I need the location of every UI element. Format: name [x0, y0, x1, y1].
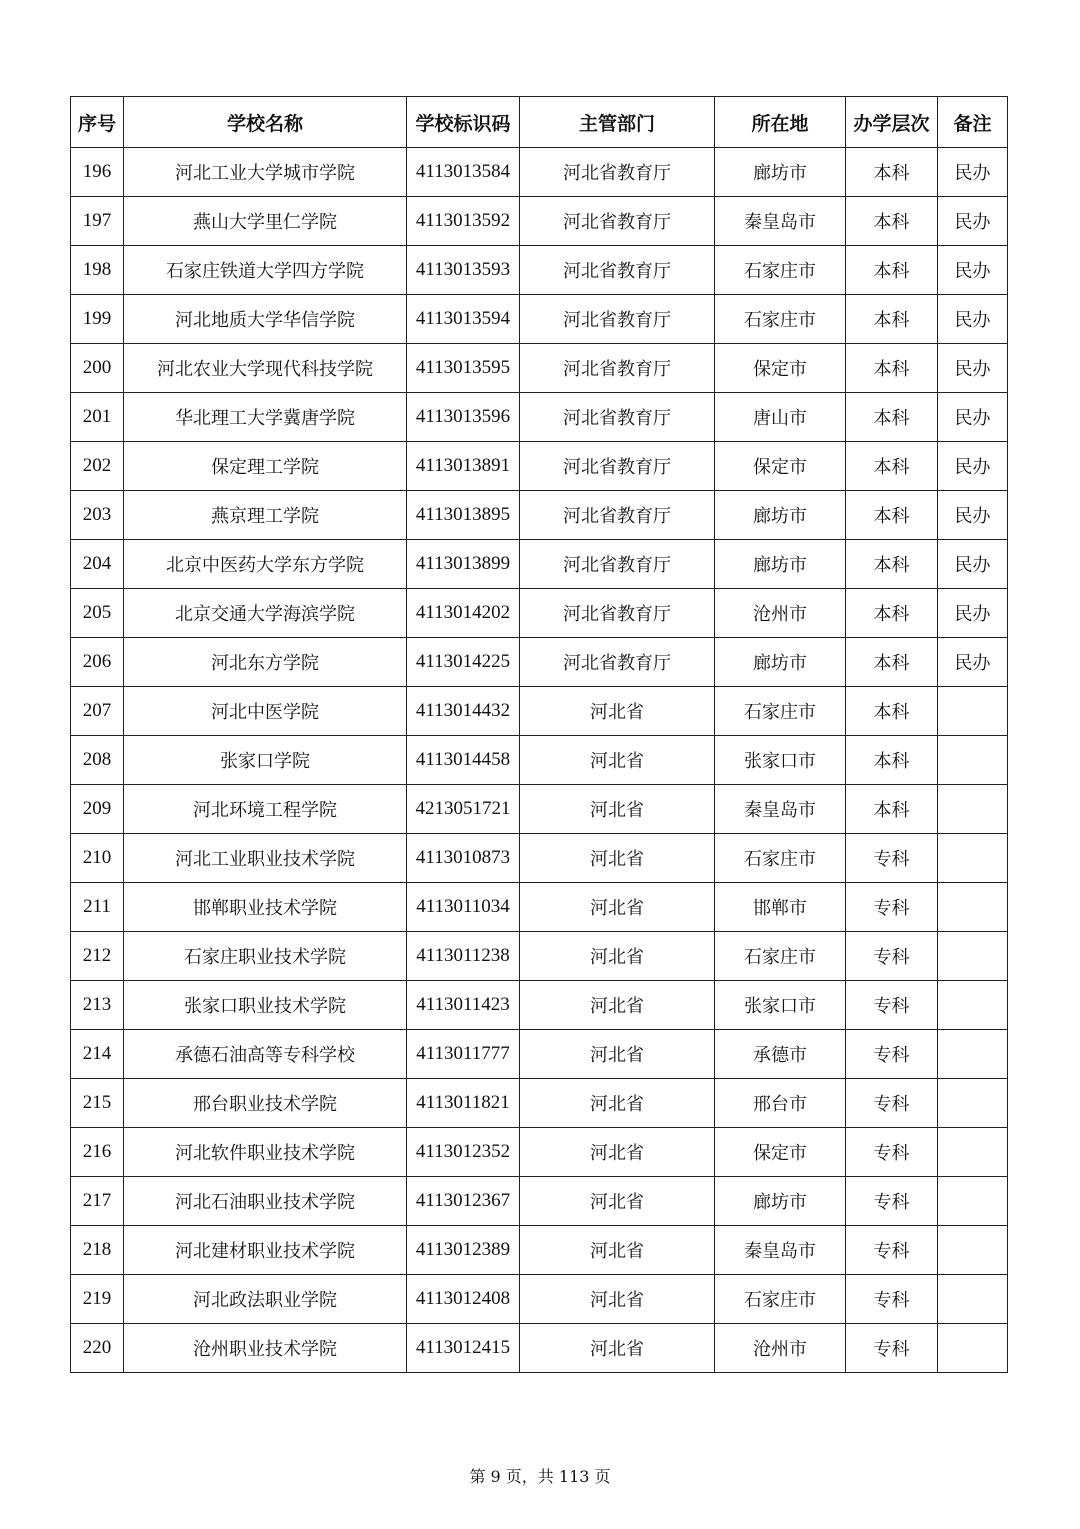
- cell-remark: 民办: [938, 148, 1008, 197]
- cell-school-name: 燕京理工学院: [124, 491, 407, 540]
- cell-authority: 河北省: [520, 1275, 715, 1324]
- cell-remark: 民办: [938, 491, 1008, 540]
- cell-index: 213: [71, 981, 124, 1030]
- cell-level: 本科: [846, 344, 938, 393]
- table-row: [71, 344, 1008, 393]
- cell-remark: 民办: [938, 540, 1008, 589]
- cell-school-name: 河北工业大学城市学院: [124, 148, 407, 197]
- cell-school-name: 张家口学院: [124, 736, 407, 785]
- cell-remark: [938, 1177, 1008, 1226]
- cell-authority: 河北省: [520, 736, 715, 785]
- table-row: [71, 1079, 1008, 1128]
- cell-school-code: 4113011034: [407, 883, 520, 932]
- cell-school-code: 4113013899: [407, 540, 520, 589]
- cell-location: 邯郸市: [715, 883, 846, 932]
- cell-index: 217: [71, 1177, 124, 1226]
- cell-location: 石家庄市: [715, 834, 846, 883]
- cell-location: 石家庄市: [715, 246, 846, 295]
- cell-level: 本科: [846, 442, 938, 491]
- table-row: [71, 687, 1008, 736]
- table-row: [71, 295, 1008, 344]
- cell-level: 本科: [846, 197, 938, 246]
- cell-authority: 河北省: [520, 1177, 715, 1226]
- cell-school-code: 4113010873: [407, 834, 520, 883]
- cell-remark: [938, 1324, 1008, 1373]
- cell-index: 197: [71, 197, 124, 246]
- cell-remark: 民办: [938, 393, 1008, 442]
- table-row: [71, 1226, 1008, 1275]
- cell-level: 本科: [846, 736, 938, 785]
- cell-location: 石家庄市: [715, 687, 846, 736]
- table-row: [71, 785, 1008, 834]
- cell-school-code: 4113012367: [407, 1177, 520, 1226]
- cell-location: 沧州市: [715, 1324, 846, 1373]
- page-footer: 第 9 页，共 113 页: [469, 1467, 611, 1486]
- cell-index: 207: [71, 687, 124, 736]
- cell-authority: 河北省: [520, 932, 715, 981]
- cell-level: 本科: [846, 687, 938, 736]
- table-header-row: [71, 97, 1008, 148]
- cell-index: 212: [71, 932, 124, 981]
- cell-authority: 河北省教育厅: [520, 540, 715, 589]
- cell-location: 廊坊市: [715, 540, 846, 589]
- cell-school-name: 河北农业大学现代科技学院: [124, 344, 407, 393]
- cell-school-name: 河北环境工程学院: [124, 785, 407, 834]
- cell-level: 本科: [846, 295, 938, 344]
- cell-school-code: 4113011777: [407, 1030, 520, 1079]
- cell-index: 204: [71, 540, 124, 589]
- cell-authority: 河北省教育厅: [520, 246, 715, 295]
- header-remark: 备注: [938, 97, 1008, 148]
- cell-remark: 民办: [938, 295, 1008, 344]
- cell-level: 专科: [846, 1275, 938, 1324]
- table-row: [71, 736, 1008, 785]
- cell-index: 200: [71, 344, 124, 393]
- cell-level: 本科: [846, 491, 938, 540]
- cell-school-name: 邢台职业技术学院: [124, 1079, 407, 1128]
- cell-index: 209: [71, 785, 124, 834]
- cell-school-code: 4113012408: [407, 1275, 520, 1324]
- cell-school-name: 石家庄铁道大学四方学院: [124, 246, 407, 295]
- table-row: [71, 589, 1008, 638]
- cell-index: 208: [71, 736, 124, 785]
- cell-level: 本科: [846, 540, 938, 589]
- cell-level: 专科: [846, 1226, 938, 1275]
- cell-index: 201: [71, 393, 124, 442]
- cell-remark: 民办: [938, 442, 1008, 491]
- cell-authority: 河北省: [520, 785, 715, 834]
- table-row: [71, 540, 1008, 589]
- cell-location: 承德市: [715, 1030, 846, 1079]
- cell-remark: [938, 1030, 1008, 1079]
- cell-school-name: 河北石油职业技术学院: [124, 1177, 407, 1226]
- cell-location: 廊坊市: [715, 491, 846, 540]
- cell-school-name: 燕山大学里仁学院: [124, 197, 407, 246]
- cell-remark: [938, 736, 1008, 785]
- table-row: [71, 491, 1008, 540]
- cell-remark: [938, 834, 1008, 883]
- cell-location: 张家口市: [715, 981, 846, 1030]
- cell-location: 石家庄市: [715, 1275, 846, 1324]
- cell-location: 张家口市: [715, 736, 846, 785]
- header-school-code: 学校标识码: [407, 97, 520, 148]
- cell-authority: 河北省: [520, 981, 715, 1030]
- table-row: [71, 981, 1008, 1030]
- table-row: [71, 932, 1008, 981]
- cell-authority: 河北省: [520, 1324, 715, 1373]
- cell-remark: 民办: [938, 197, 1008, 246]
- cell-authority: 河北省: [520, 1226, 715, 1275]
- table-row: [71, 393, 1008, 442]
- cell-remark: 民办: [938, 246, 1008, 295]
- cell-school-code: 4113013895: [407, 491, 520, 540]
- cell-authority: 河北省教育厅: [520, 442, 715, 491]
- cell-level: 专科: [846, 1324, 938, 1373]
- cell-level: 本科: [846, 785, 938, 834]
- cell-index: 211: [71, 883, 124, 932]
- header-location: 所在地: [715, 97, 846, 148]
- cell-index: 203: [71, 491, 124, 540]
- cell-location: 秦皇岛市: [715, 197, 846, 246]
- cell-level: 专科: [846, 1030, 938, 1079]
- cell-authority: 河北省教育厅: [520, 148, 715, 197]
- cell-level: 专科: [846, 1128, 938, 1177]
- cell-level: 专科: [846, 932, 938, 981]
- cell-school-name: 沧州职业技术学院: [124, 1324, 407, 1373]
- cell-school-name: 张家口职业技术学院: [124, 981, 407, 1030]
- cell-index: 206: [71, 638, 124, 687]
- cell-school-code: 4113013596: [407, 393, 520, 442]
- cell-authority: 河北省: [520, 883, 715, 932]
- cell-school-code: 4113011238: [407, 932, 520, 981]
- table-row: [71, 1128, 1008, 1177]
- cell-remark: 民办: [938, 638, 1008, 687]
- cell-level: 本科: [846, 638, 938, 687]
- cell-remark: [938, 932, 1008, 981]
- cell-authority: 河北省教育厅: [520, 295, 715, 344]
- header-index: 序号: [71, 97, 124, 148]
- cell-index: 199: [71, 295, 124, 344]
- cell-location: 保定市: [715, 1128, 846, 1177]
- cell-school-code: 4113013584: [407, 148, 520, 197]
- cell-location: 廊坊市: [715, 638, 846, 687]
- cell-school-name: 河北地质大学华信学院: [124, 295, 407, 344]
- cell-location: 唐山市: [715, 393, 846, 442]
- cell-school-code: 4113013891: [407, 442, 520, 491]
- cell-school-code: 4113014458: [407, 736, 520, 785]
- table-row: [71, 1030, 1008, 1079]
- table-row: [71, 1275, 1008, 1324]
- cell-index: 214: [71, 1030, 124, 1079]
- table-row: [71, 834, 1008, 883]
- cell-authority: 河北省教育厅: [520, 344, 715, 393]
- cell-remark: [938, 687, 1008, 736]
- cell-school-code: 4113012415: [407, 1324, 520, 1373]
- cell-school-name: 石家庄职业技术学院: [124, 932, 407, 981]
- cell-authority: 河北省: [520, 1079, 715, 1128]
- cell-school-code: 4113014202: [407, 589, 520, 638]
- header-school-name: 学校名称: [124, 97, 407, 148]
- cell-school-code: 4113014225: [407, 638, 520, 687]
- cell-location: 石家庄市: [715, 932, 846, 981]
- table-row: [71, 246, 1008, 295]
- cell-level: 专科: [846, 883, 938, 932]
- cell-school-name: 河北工业职业技术学院: [124, 834, 407, 883]
- cell-school-name: 河北东方学院: [124, 638, 407, 687]
- cell-school-code: 4113013592: [407, 197, 520, 246]
- cell-index: 218: [71, 1226, 124, 1275]
- cell-remark: [938, 1079, 1008, 1128]
- cell-location: 石家庄市: [715, 295, 846, 344]
- cell-level: 专科: [846, 981, 938, 1030]
- cell-school-name: 北京中医药大学东方学院: [124, 540, 407, 589]
- cell-location: 廊坊市: [715, 1177, 846, 1226]
- cell-location: 廊坊市: [715, 148, 846, 197]
- cell-school-name: 华北理工大学冀唐学院: [124, 393, 407, 442]
- cell-authority: 河北省: [520, 834, 715, 883]
- cell-remark: 民办: [938, 344, 1008, 393]
- cell-school-code: 4113011423: [407, 981, 520, 1030]
- cell-level: 本科: [846, 589, 938, 638]
- cell-location: 邢台市: [715, 1079, 846, 1128]
- cell-index: 216: [71, 1128, 124, 1177]
- cell-authority: 河北省教育厅: [520, 393, 715, 442]
- cell-level: 专科: [846, 834, 938, 883]
- cell-index: 198: [71, 246, 124, 295]
- schools-table: [70, 96, 1008, 1373]
- table-row: [71, 638, 1008, 687]
- cell-school-code: 4113011821: [407, 1079, 520, 1128]
- cell-authority: 河北省教育厅: [520, 638, 715, 687]
- cell-location: 秦皇岛市: [715, 785, 846, 834]
- cell-index: 210: [71, 834, 124, 883]
- cell-school-name: 河北软件职业技术学院: [124, 1128, 407, 1177]
- header-authority: 主管部门: [520, 97, 715, 148]
- cell-authority: 河北省教育厅: [520, 491, 715, 540]
- cell-school-code: 4113012389: [407, 1226, 520, 1275]
- cell-authority: 河北省教育厅: [520, 589, 715, 638]
- cell-school-code: 4113013593: [407, 246, 520, 295]
- cell-school-name: 北京交通大学海滨学院: [124, 589, 407, 638]
- cell-index: 215: [71, 1079, 124, 1128]
- cell-location: 保定市: [715, 442, 846, 491]
- cell-authority: 河北省教育厅: [520, 197, 715, 246]
- cell-authority: 河北省: [520, 1128, 715, 1177]
- cell-level: 本科: [846, 246, 938, 295]
- cell-index: 196: [71, 148, 124, 197]
- cell-school-name: 河北政法职业学院: [124, 1275, 407, 1324]
- cell-index: 205: [71, 589, 124, 638]
- cell-remark: 民办: [938, 589, 1008, 638]
- cell-school-code: 4113013594: [407, 295, 520, 344]
- cell-authority: 河北省: [520, 1030, 715, 1079]
- cell-level: 专科: [846, 1177, 938, 1226]
- cell-remark: [938, 1226, 1008, 1275]
- table-row: [71, 197, 1008, 246]
- table-row: [71, 148, 1008, 197]
- cell-remark: [938, 1128, 1008, 1177]
- cell-remark: [938, 1275, 1008, 1324]
- cell-school-code: 4113013595: [407, 344, 520, 393]
- cell-authority: 河北省: [520, 687, 715, 736]
- cell-school-name: 保定理工学院: [124, 442, 407, 491]
- cell-level: 专科: [846, 1079, 938, 1128]
- table-row: [71, 442, 1008, 491]
- table-body: [71, 148, 1008, 1373]
- cell-index: 202: [71, 442, 124, 491]
- table-row: [71, 1324, 1008, 1373]
- cell-index: 219: [71, 1275, 124, 1324]
- cell-school-code: 4113012352: [407, 1128, 520, 1177]
- cell-school-name: 河北中医学院: [124, 687, 407, 736]
- cell-school-name: 承德石油高等专科学校: [124, 1030, 407, 1079]
- cell-remark: [938, 883, 1008, 932]
- table-row: [71, 1177, 1008, 1226]
- cell-location: 秦皇岛市: [715, 1226, 846, 1275]
- cell-index: 220: [71, 1324, 124, 1373]
- table-row: [71, 883, 1008, 932]
- cell-school-name: 河北建材职业技术学院: [124, 1226, 407, 1275]
- cell-remark: [938, 785, 1008, 834]
- cell-level: 本科: [846, 148, 938, 197]
- cell-location: 保定市: [715, 344, 846, 393]
- cell-level: 本科: [846, 393, 938, 442]
- cell-school-code: 4213051721: [407, 785, 520, 834]
- cell-remark: [938, 981, 1008, 1030]
- cell-school-name: 邯郸职业技术学院: [124, 883, 407, 932]
- cell-school-code: 4113014432: [407, 687, 520, 736]
- header-level: 办学层次: [846, 97, 938, 148]
- cell-location: 沧州市: [715, 589, 846, 638]
